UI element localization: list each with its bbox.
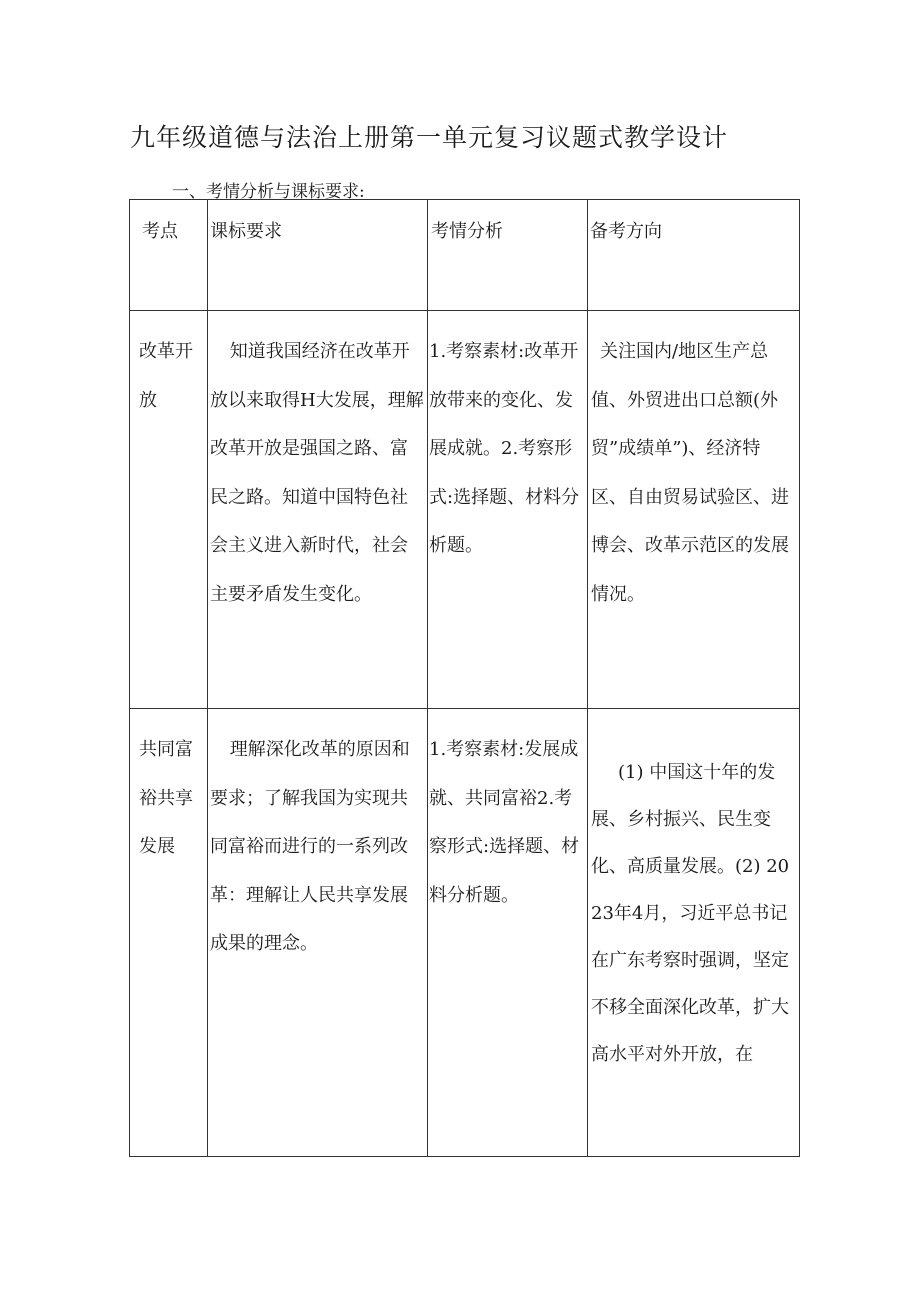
cell-point-text: 共同富裕共享发展	[139, 739, 193, 857]
section-heading: 一、考情分析与课标要求:	[172, 182, 365, 202]
cell-analysis	[428, 709, 588, 1157]
cell-analysis	[428, 311, 588, 709]
review-table	[129, 199, 800, 1157]
header-cell-direction	[588, 200, 800, 311]
table-row	[130, 311, 800, 709]
cell-standard-text: 知道我国经济在改革开放以来取得H大发展，理解改革开放是强国之路、富民之路。知道中国特色社会主义进入新时代，社会主要矛盾发生变化。	[210, 341, 424, 605]
cell-standard	[208, 311, 428, 709]
cell-analysis-text: 1.考察素材:发展成就、共同富裕2.考察形式:选择题、材料分析题。	[429, 739, 580, 906]
cell-direction-text: 关注国内/地区生产总值、外贸进出口总额(外贸”成绩单”)、经济特区、自由贸易试验区、进博会、改革示范区的发展情况。	[591, 341, 789, 605]
cell-direction-text: (1) 中国这十年的发展、乡村振兴、民生变化、高质量发展。(2) 2023年4月，习近平总书记在广东考察时强调，坚定不移全面深化改革，扩大高水平对外开放，在	[591, 762, 790, 1065]
cell-standard-text: 理解深化改革的原因和要求；了解我国为实现共同富裕而进行的一系列改革：理解让人民共享发展成果的理念。	[210, 739, 410, 954]
header-cell-point	[130, 200, 208, 311]
cell-standard	[208, 709, 428, 1157]
cell-point-text: 改革开放	[139, 341, 193, 411]
cell-analysis-text: 1.考察素材:改革开放带来的变化、发展成就。2.考察形式:选择题、材料分析题。	[429, 341, 580, 556]
cell-point	[130, 709, 208, 1157]
header-cell-standard	[208, 200, 428, 311]
table-header-row	[130, 200, 800, 311]
cell-direction	[588, 709, 800, 1157]
header-label-direction: 备考方向	[590, 221, 662, 242]
header-label-analysis: 考情分析	[431, 221, 503, 242]
cell-point	[130, 311, 208, 709]
header-label-standard: 课标要求	[210, 221, 282, 242]
cell-direction	[588, 311, 800, 709]
page-title: 九年级道德与法治上册第一单元复习议题式教学设计	[130, 123, 729, 152]
header-cell-analysis	[428, 200, 588, 311]
header-label-point: 考点	[142, 221, 178, 242]
table-row	[130, 709, 800, 1157]
